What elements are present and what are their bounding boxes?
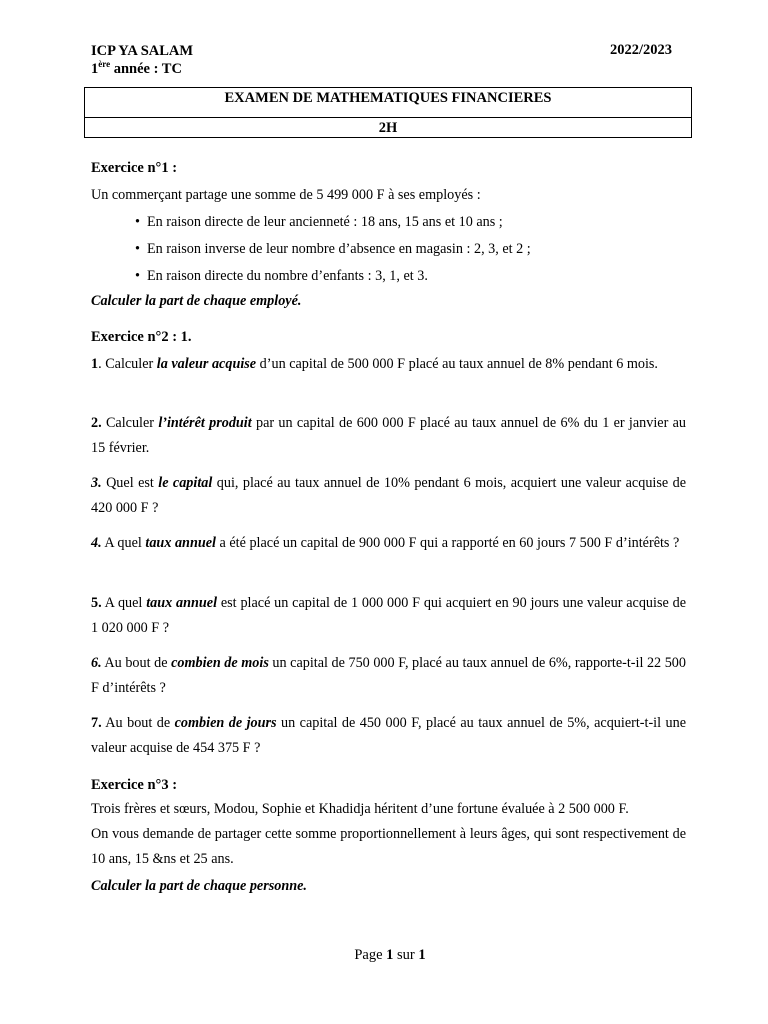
question-text: d’un capital de 500 000 F placé au taux annuel de 8% pendant 6 mois. xyxy=(256,356,658,372)
ex2-question-1 xyxy=(91,352,686,377)
ex3-paragraph-1: Trois frères et sœurs, Modou, Sophie et Khadidja héritent d’une fortune évaluée à 2 500 000 F. xyxy=(91,801,629,817)
ex3-heading: Exercice n°3 : xyxy=(91,777,178,793)
question-text: qui, placé au taux annuel de 10% pendant 6 mois, acquiert une valeur acquise de 420 000 F ? xyxy=(91,475,686,516)
footer-page-number: 1 xyxy=(386,947,394,963)
school-name: ICP YA SALAM xyxy=(91,43,194,59)
class-sup: ère xyxy=(98,59,111,70)
question-number: 3. xyxy=(91,475,102,491)
question-text: Calculer xyxy=(101,415,159,431)
question-text: un capital de 750 000 F, placé au taux annuel de 6%, rapporte-t-il 22 500 F d’intérêts ? xyxy=(91,655,686,696)
exam-duration: 2H xyxy=(378,120,398,136)
question-text: un capital de 450 000 F, placé au taux annuel de 5%, acquiert-t-il une valeur acquise de 454 375 F ? xyxy=(91,715,686,756)
page-footer xyxy=(0,947,768,964)
ex2-question-5 xyxy=(91,591,686,641)
bullet-icon: • xyxy=(135,241,140,257)
question-text: A quel xyxy=(101,535,146,551)
ex1-bullet-2 xyxy=(135,240,531,258)
footer-page-word: Page xyxy=(354,947,387,963)
ex3-instruction: Calculer la part de chaque personne. xyxy=(91,878,307,894)
question-text: A quel xyxy=(101,595,147,611)
ex1-bullet-3 xyxy=(135,267,428,285)
question-number: 4. xyxy=(91,535,102,551)
ex1-instruction: Calculer la part de chaque employé. xyxy=(91,293,302,309)
question-keyword: l’intérêt produit xyxy=(158,415,252,431)
question-keyword: le capital xyxy=(158,475,213,491)
question-number: 7. xyxy=(91,715,102,731)
question-number: 1 xyxy=(91,356,99,372)
ex1-heading: Exercice n°1 : xyxy=(91,160,178,176)
title-box xyxy=(84,87,692,138)
question-text: . Calculer xyxy=(98,356,157,372)
class-level xyxy=(91,60,193,78)
class-rest: année : TC xyxy=(110,61,182,77)
question-text: Au bout de xyxy=(101,655,172,671)
school-year: 2022/2023 xyxy=(610,42,673,58)
question-keyword: combien de mois xyxy=(171,655,269,671)
footer-of-word: sur xyxy=(393,947,419,963)
question-text: est placé un capital de 1 000 000 F qui acquiert en 90 jours une valeur acquise de 1 020 000 F ? xyxy=(91,595,686,636)
bullet-icon: • xyxy=(135,268,140,284)
question-text: Quel est xyxy=(101,475,159,491)
ex3-paragraph-2: On vous demande de partager cette somme proportionnellement à leurs âges, qui sont respectivement de 10 ans, 15 &ns et 25 ans. xyxy=(91,826,686,867)
question-text: par un capital de 600 000 F placé au taux annuel de 6% du 1 er janvier au 15 février. xyxy=(91,415,687,456)
bullet-icon: • xyxy=(135,214,140,230)
ex2-question-6 xyxy=(91,651,686,701)
header-left xyxy=(91,42,193,78)
ex1-bullet-text: En raison directe de leur ancienneté : 18 ans, 15 ans et 10 ans ; xyxy=(147,214,503,230)
question-keyword: taux annuel xyxy=(145,535,216,551)
ex1-bullet-text: En raison inverse de leur nombre d’absence en magasin : 2, 3, et 2 ; xyxy=(147,241,531,257)
question-text: Au bout de xyxy=(101,715,175,731)
ex1-bullet-1 xyxy=(135,213,503,231)
question-keyword: la valeur acquise xyxy=(156,356,257,372)
ex2-question-2 xyxy=(91,411,686,461)
footer-page-total: 1 xyxy=(418,947,426,963)
ex2-question-4 xyxy=(91,531,686,556)
question-text: a été placé un capital de 900 000 F qui a rapporté en 60 jours 7 500 F d’intérêts ? xyxy=(215,535,680,551)
exam-title: EXAMEN DE MATHEMATIQUES FINANCIERES xyxy=(85,88,691,118)
question-keyword: combien de jours xyxy=(174,715,277,731)
question-keyword: taux annuel xyxy=(146,595,218,611)
question-number: 5. xyxy=(91,595,102,611)
ex1-intro: Un commerçant partage une somme de 5 499 000 F à ses employés : xyxy=(91,187,481,203)
ex2-question-7 xyxy=(91,711,686,761)
class-number: 1 xyxy=(91,61,99,77)
question-number: 6. xyxy=(91,655,102,671)
ex1-bullet-text: En raison directe du nombre d’enfants : 3, 1, et 3. xyxy=(147,268,428,284)
ex2-question-3 xyxy=(91,471,686,521)
ex2-heading: Exercice n°2 : 1. xyxy=(91,329,192,345)
question-number: 2. xyxy=(91,415,102,431)
